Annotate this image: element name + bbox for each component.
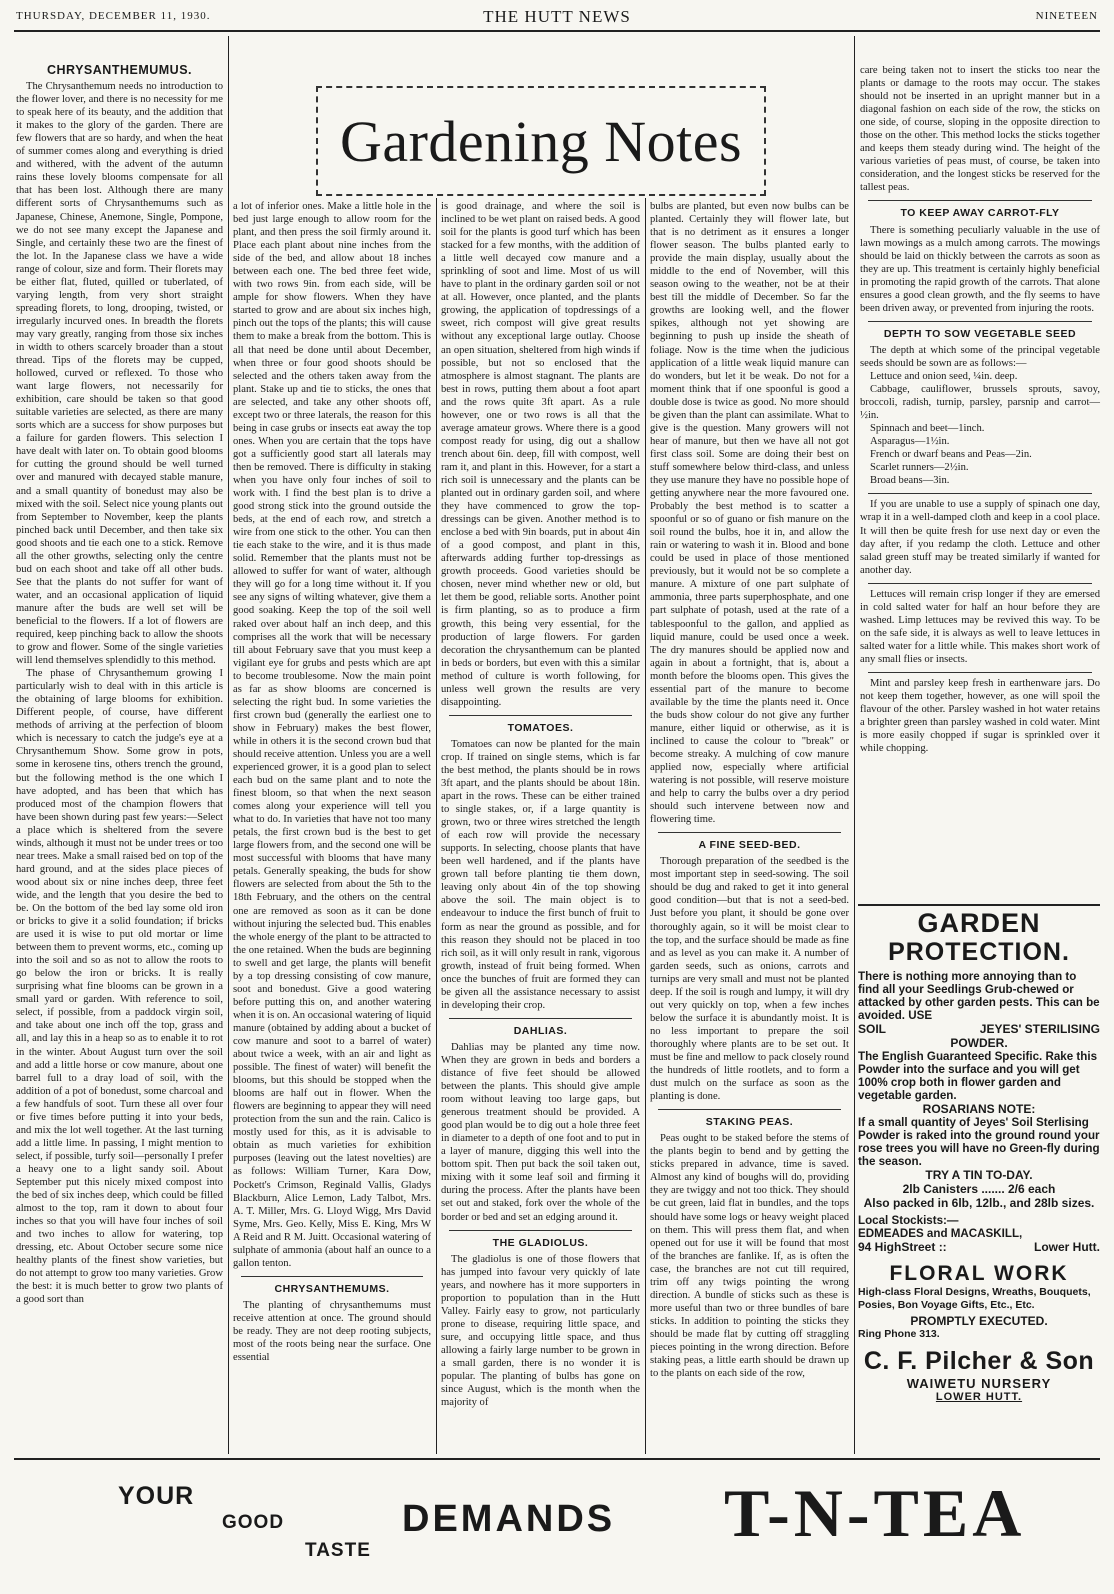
article-paragraph: Peas ought to be staked before the stems of the plants begin to bend and by getting the sticks prepared in advance, time is saved. Almost any kind of boughs will do, providing they are twiggy and not too thick. They should be cut green, laid flat in bundles, and the tops should have some logs or heavy weight placed on them. This will press them flat, and when opened out for use it will be found that most of the branches are fanlike. If, as is often the case, the branches are not cut till required, trim off any twigs pointing the wrong direction. A bundle of sticks such as these is more useful than two or three bundles of bare sticks. In addition to pointing the sticks they should be made flat by cutting off straggling pieces pointing in the wrong direction. Before staking peas, a little earth should be drawn up to the plants on each side of the row,: [650, 1133, 849, 1380]
article-paragraph: If you are unable to use a supply of spinach one day, wrap it in a well-damped cloth and keep in a cool place. It will then be quite fresh for use next day or even the day after, if you redamp the cloth. Lettuce and other salad green stuff may be treated similarly if wanted for another day.: [860, 499, 1100, 576]
column-5: [860, 64, 1100, 906]
column-rule: [228, 36, 229, 1454]
ad-nursery-name: WAIWETU NURSERY: [906, 1375, 1052, 1391]
ad-product-brand: JEYES' STERILISING: [979, 1022, 1100, 1036]
article-paragraph: a lot of inferior ones. Make a little hole in the bed just large enough to allow room for the plant, and then press the soil firmly around it. Place each plant about nine inches from the side of the bed, and allow about 18 inches between each one. The bed three feet wide, with two rows 9in. from each side, will be ample for show flowers. When they have started to grow and are about six inches high, pinch out the tops of the plants; this will cause them to make a break from the bottom. This is all that need be done until about December, when three or four good shoots should be selected and the others taken away from the plant. Stake up and tie to sticks, the ones that are selected, and take any other shoots off, except two or three laterals, the reason for this being in case grubs or insects eat away the top ones. When you are certain that the tops have got a sufficiently good start all laterals may then be removed. There is difficulty in staking when you have only four inches of soil to work with. I find the best plan is to drive a good strong stick into the ground outside the beds, at the end of each row, and stretch a wire from one stick to the other. You can then tie each stake to the wire, and it is thus made solid. Remember that the plants must not be allowed to suffer for want of water, although they will go for a long time without it. If you see any signs of wilting whatever, give them a good soaking. Keep the top of the soil well raked over about half an inch deep, and this comprises all the work that will be necessary till about February save that you must keep a vigilant eye for grubs and pests which are apt to become troublesome. Now the main point as far as show blooms are concerned is selecting the right bud. In some varieties the first crown bud (generally the earliest one to show in February) makes the best flower, while in others it is the second crown bud that should receive attention. Unless you are a well experienced grower, it is a good plan to select each bud on the same plant and to note the finest bloom, so that when the next season comes along your experience will tell you what to do. In varieties that have not too many petals, the first crown bud is the best to get large flowers from, and the second one will be most successful with blooms that have many petals. Generally speaking, the buds for show flowers are selected from about the 5th to the 18th February, and the others on the central one are removed as soon as it can be done without injuring the selected bud. This enables the whole energy of the plant to be attracted to the one retained. When the buds are beginning to swell and get large, the plants will benefit by a top dressing consisting of cow manure, soot and bonedust. Give a good watering before putting this on, and another watering when it is on. An occasional watering of liquid manure (obtained by adding about a bucket of cow manure and soot to a barrel of water) about twice a week, with an air and light as possible. The finest of water) will benefit the blooms, but this should be stopped when the blooms are half out in flower. When the flowers are beginning to appear they will need protection from the sun and the rain. Calico is mostly used for this, as it is advisable to obtain as much varieties for exhibition purposes (leaving out the latest novelties) are as follows: William Turner, Kara Dow, Pockett's Crimson, Reginald Vallis, Gladys Blackburn, Alice Lemon, Lady Talbot, Mrs. A. T. Miller, Mrs. G. Lloyd Wigg, Mrs David Syme, Mrs. Geo. Kelly, Miss E. King, Mrs W A Reid and R M. Juitt. Occasional watering of sulphate of ammonia (about half an ounce to a gallon tenton.: [233, 201, 432, 1269]
article-heading-dahlias: DAHLIAS.: [513, 1024, 568, 1037]
banner-demands: DEMANDS: [402, 1498, 616, 1540]
list-item: Broad beans—3in.: [870, 475, 950, 487]
section-divider: [868, 672, 1092, 673]
ad-stockists-label: Local Stockists:—: [858, 1214, 959, 1227]
banner-good: GOOD: [222, 1512, 285, 1533]
ad-text: If a small quantity of Jeyes' Soil Sterlising Powder is raked into the ground round your rose trees you will have no Green-fly during the season.: [858, 1116, 1100, 1168]
ad-floral-text: High-class Floral Designs, Wreaths, Bouquets, Posies, Bon Voyage Gifts, Etc., Etc.: [858, 1286, 1091, 1311]
ad-nursery-location: LOWER HUTT.: [935, 1390, 1023, 1403]
article-paragraph: care being taken not to insert the sticks too near the plants or damage to the roots may occur. The stakes should not be inserted in an upright manner but in a diagonal fashion on each side of the row, the sticks on one side, of course, sloping in the opposite direction to those on the other. This method locks the sticks together and keeps them steady during wind. The height of the various varieties of peas must, of course, be taken into consideration, and the longest sticks be reserved for the tallest peas.: [860, 65, 1100, 194]
ad-top-rule: [858, 904, 1100, 906]
ad-rosarians-heading: ROSARIANS NOTE:: [922, 1102, 1036, 1116]
ad-floral-work-heading: FLORAL WORK: [889, 1262, 1069, 1285]
list-item: French or dwarf beans and Peas—2in.: [870, 449, 1032, 461]
banner-taste: TASTE: [305, 1540, 371, 1561]
masthead-date: THURSDAY, DECEMBER 11, 1930.: [16, 10, 211, 22]
ad-try-tin: TRY A TIN TO-DAY.: [925, 1168, 1033, 1182]
section-divider: [868, 583, 1092, 584]
column-2: [233, 200, 431, 1456]
article-heading-tomatoes: TOMATOES.: [507, 721, 574, 734]
section-divider: [658, 1109, 841, 1110]
masthead: [14, 7, 1100, 28]
article-paragraph: Mint and parsley keep fresh in earthenware jars. Do not keep them together, however, as one will spoil the flavour of the other. Parsley washed in hot water retains a brighter green than parsley washed in cold water. Mint is more easily chopped if sugar is sprinkled over it while chopping.: [860, 677, 1100, 755]
article-heading-seed-bed: A FINE SEED-BED.: [698, 839, 801, 852]
garden-protection-advertisement: [858, 908, 1100, 1403]
ad-stockist-name: EDMEADES and MACASKILL,: [858, 1227, 1023, 1240]
ad-text: The English Guaranteed Specific. Rake this Powder into the surface and you will get 100% crop both in flower garden and vegetable garden.: [858, 1050, 1098, 1102]
ad-stockist-street: 94 HighStreet ::: [858, 1240, 947, 1254]
ad-packed-sizes: Also packed in 6lb, 12lb., and 28lb sizes.: [863, 1196, 1095, 1210]
section-divider: [658, 832, 841, 833]
article-paragraph: Lettuces will remain crisp longer if they are emersed in cold salted water for half an hour before they are washed. Limp lettuces may be revived this way. To be on the safe side, it is always as well to leave lettuces in salted water for a little while. This makes short work of any small flies or insects.: [860, 588, 1100, 665]
section-divider: [449, 1018, 632, 1019]
article-heading-staking-peas: STAKING PEAS.: [705, 1116, 794, 1129]
article-paragraph: bulbs are planted, but even now bulbs can be planted. Certainly they will flower late, but that is no detriment as it ensures a longer flower season. The bulbs planted early to provide the main display, usually about the middle to the end of November, will this season owing to the weather, not be at their best till the middle of December. So far the growths are looking well, and the flower spikes, although not yet showing are beginning to push up inside the sheath of foliage. Now is the time when the judicious application of a little weak liquid manure can do wonders, but let it be weak. Do not for a moment think that if one spoonful is good a double dose is twice as good. No more should be given than the plant can assimilate. What to give is the question. Many growers will not hear of manure, but then we have all not got first class soil. Some are doing their best on stuff somewhere below third-class, and unless they use manure they have no possible hope of getting anywhere near the more favoured one. Probably the best method is to scatter a spoonful or so of guano or fish manure on the soil round the bulbs, hoe it in, and allow the rain or watering to wash it in. Blood and bone could be used in place of those mentioned previously, but it would not be so complete a manure. A mixture of one part sulphate of ammonia, three parts superphosphate, and one part sulphate of potash, used at the rate of a tablespoonful to the gallon, and applied as liquid manure, could be used once a week. The dry manures should be applied now and again in about a fortnight, that is, about a month before the blooms open. This gives the essential part of the manure to become available by the time the plants need it. Once the buds show colour do not give any further manure, either liquid or otherwise, as it is inclined to cause the colour to "break" or become streaky. A mulching of cow manure applied now, especially where artificial watering is not possible, will reserve moisture and help to carry the bulbs over a dry period should such intervene between now and flowering time.: [650, 201, 849, 826]
column-1: [16, 64, 223, 1456]
ad-canister-price: 2lb Canisters ....... 2/6 each: [902, 1182, 1056, 1196]
bottom-rule: [14, 1458, 1100, 1460]
ad-heading-protection: PROTECTION.: [888, 938, 1070, 966]
masthead-paper-name: THE HUTT NEWS: [483, 7, 631, 26]
article-paragraph: The gladiolus is one of those flowers that has jumped into favour very quickly of late years, and nowhere has it more supporters in proportion to population than in the Hutt Valley. Fairly easy to grow, not particularly prone to disease, requiring little space, and sure, and occupying little space, and thus allowing a fairly large number to be grown in a small garden, there is no wonder it is popular. The planting of bulbs has gone on since August, which is the month when the majority of: [441, 1253, 640, 1409]
ad-stockist-town: Lower Hutt.: [1034, 1240, 1100, 1254]
ad-product-soil: SOIL: [858, 1022, 887, 1036]
gardening-notes-title-box: [316, 86, 766, 196]
column-rule: [645, 198, 646, 1454]
banner-your: YOUR: [118, 1482, 195, 1510]
article-paragraph: Thorough preparation of the seedbed is the most important step in seed-sowing. The soil should be dug and raked to get it into general good condition—but that is not a seed-bed. Just before you plant, it should be gone over thoroughly again, so it will be moist clear to the top, and the surface should be made as fine and as level as you can make it. A number of garden seeds, such as onions, carrots and turnips are very small and must not be planted deep. If the soil is rough and lumpy, it will dry out very quickly on top, when a few inches below the surface it is abundantly moist. It is no less important to prepare the soil thoroughly where plants are to be set out. It must be fine and mellow to pack closely round the hundreds of little rootlets, and to form a dust mulch on the surface as soon as the planting is done.: [650, 856, 849, 1103]
ad-business-name: C. F. Pilcher & Son: [863, 1346, 1095, 1375]
column-3: [441, 200, 640, 1456]
section-divider: [868, 321, 1092, 322]
article-paragraph: The phase of Chrysanthemum growing I particularly wish to deal with in this article is the obtaining of large blooms for exhibition. Different people, of course, have different methods of arriving at the perfection of bloom which is necessary to catch the judge's eye at a Chrysanthemum Show. Some grow in pots, some in kerosene tins, others trench the ground, but the following method is the one which I have adopted, and has been that which has produced most of the champion flowers that have been shown during past few years:—Select a place which is sheltered from the severe winds, although it must not be under trees or too near trees. Make a small raised bed on top of the hard ground, and at the sides place pieces of wood about six or nine inches deep, three feet wide, and the length that you desire the bed to be. On the bottom of the bed lay some old iron or bricks to give it a solid foundation; if bricks are used it is wise to put old mortar or lime between them to prevent worms, etc., coming up into the soil and so as not to allow the roots to go below the iron or bricks. It is really surprising what fine blooms can be grown in a small yard or garden. With reference to soil, select, if possible, from a paddock virgin soil, and take about one inch off the top, grass and all, and lay this in a heap so as to enable it to rot in the winter. About August turn over the soil and add a little horse or cow manure, about one barrel full to a dray load of soil, with the addition of a pot of bonedust, some charcoal and a few handfuls of soot. Turn these all over four or five times before putting it into your beds, and mix the lot well together. At the last turning add a little lime. In passing, I might mention to select, if possible, turfy soil—personally I prefer a heavy one to a light sandy soil. About September put this nicely mixed compost into the bed of six inches deep, which could be filled almost to the top, ram it down to about four inches so that you will have four inches of soil and two inches to allow for watering, top dressing, etc. About October secure some nice healthy plants of the finest show varieties, but do not attempt to grow too many varieties. Grow the best: it is much better to grow two plants of a good sort than: [16, 668, 223, 1306]
list-item: Spinnach and beet—1inch.: [870, 423, 985, 435]
section-divider: [449, 715, 632, 716]
article-paragraph: The planting of chrysanthemums must receive attention at once. The ground should be ready. They are not deep rooting subjects, most of the roots being near the surface. One essential: [233, 1299, 431, 1364]
banner-brand: T-N-TEA: [724, 1475, 1026, 1551]
ad-stockist-address: [858, 1240, 1100, 1254]
article-heading-chrysanthemums: CHRYSANTHEMUMUS.: [46, 63, 193, 77]
article-paragraph: There is something peculiarly valuable in the use of lawn mowings as a mulch among carrots. The mowings should be laid on thickly between the carrots as soon as they are up. This treatment is certainly highly beneficial in promoting the rapid growth of the carrots. That alone ensures a good clean growth, and the fly seems to have been driven away, or prevented from injuring the roots.: [860, 224, 1100, 314]
ad-promptly-executed: PROMPTLY EXECUTED.: [910, 1314, 1048, 1328]
article-paragraph: is good drainage, and where the soil is inclined to be wet plant on raised beds. A good soil for the plants is good turf which has been stacked for a few months, with the addition of a little well decayed cow manure and a sprinkling of soot and lime. Most of us will have to plant in the ordinary garden soil or not at all. However, once planted, and the plants growing, the application of topdressings of a sweet, rich compost will give great results without any exceptional large outlay. Choose an open situation, sheltered from high winds if possible, but not so enclosed that the atmosphere is almost stagnant. The plants are best in rows, putting them about a foot apart and the rows quite 3ft apart. As a rule however, one or two rows is all that the average amateur grows. Where there is a good compost ready for using, dig out a shallow trench about 6in. deep, fill with compost, well ram it, and plant in this. However, for a start a rich soil is unnecessary and the plants can be planted out in ordinary garden soil, and where they have commenced to grow the top-dressings can be given. Another method is to enclose a bed with 9in boards, put in about 4in of a good compost, and plant in this, afterwards adding further top-dressings as growth proceeds. Good varieties should be chosen, never mind whether new or old, but let them be good, reliable sorts. Another point is firm planting, so as to produce a firm growth, this being very essential, for the production of large flowers. For garden decoration the chrysanthemum can be planted in beds or borders, but even with this a similar method of culture is worth following, for unless well grown the results are very disappointing.: [441, 201, 640, 708]
ad-product-line: [858, 1022, 1100, 1036]
list-item: Lettuce and onion seed, ¼in. deep.: [870, 370, 1018, 382]
article-heading-depth-to-sow: DEPTH TO SOW VEGETABLE SEED: [883, 327, 1077, 340]
column-rule: [854, 36, 855, 1454]
section-divider: [868, 200, 1092, 201]
article-paragraph: The Chrysanthemum needs no introduction to the flower lover, and there is no necessity for me to speak here of its beauty, and the addition that it makes to the glory of the garden. There are few flowers that are so hardy, and when the heat of summer comes along and everything is dried and withered, with the advent of the autumn rains these lovely blooms compensate for all that has been lost. Although there are many different sorts of Chrysanthemums such as Japanese, Chinese, Anemone, Single, Pompone, we do not see many except the Japanese and Single, and certainly these two are the finest of the lot. In the Japanese class we have a wide range of colour, size and form. Their florets may be either flat, fluted, quilled or tuberlated, of varying length, from very short straight spreading florets, to long, drooping, twisted, or irregularly incurved ones. In breadth the florets may vary greatly, ranging from those six inches in width to others scarcely broader than a stout thread. Tips of the florets may be cupped, hollowed, curved or reflexed. To those who want large flowers, not necessarily for exhibition, care should be taken so that good suitable varieties are selected, as there are many sorts which are a success for show purposes but a failure for garden flowers. This selection I have dealt with later on. To obtain good blooms for cutting the ground should be well turned over and manured with decayed stable manure, and a small quantity of bonedust may also be mixed with the soil. Select nice young plants out from September to November, keep the plants pinched back until December, and then take six good shoots and tie each one to a stick. Remove all the other growths, selecting only the centre bud on each shoot and take off all other buds. See that the plants do not suffer for want of water, and an occasional application of liquid manure after the buds are well set will be beneficial to the flowers. If a lot of flowers are required, keep pinching back to allow the shoots to grow and flower. Some of the single varieties will lend themselves splendidly to this method.: [16, 81, 223, 667]
ad-phone: Ring Phone 313.: [858, 1328, 940, 1340]
article-heading-chrysanthemums-2: CHRYSANTHEMUMS.: [274, 1282, 390, 1295]
ad-text: There is nothing more annoying than to find all your Seedlings Grub-chewed or attacked by other garden pests. This can be avoided. USE: [858, 970, 1100, 1022]
article-paragraph: Tomatoes can now be planted for the main crop. If trained on single stems, which is far the best method, the plants should be in rows 3ft apart, and the plants should be about 18in. apart in the rows. These can be either trained to single stakes, or, if a large quantity is grown, two or three wires stretched the length of each row will provide the necessary supports. In selecting, choose plants that have been well hardened, and if the plants have grown tall before planting tie them down, leaving only about 4in of the top showing above the soil. The main object is to endeavour to induce the first bunch of fruit to form as near the ground as possible, and for this reason they should not be placed in too rich soil, as it will only result in rank, vigorous growth, instead of fruit being formed. When once the bunches of fruit are formed they can be given all the assistance necessary to assist in developing their crop.: [441, 738, 640, 1011]
article-heading-carrot-fly: TO KEEP AWAY CARROT-FLY: [900, 207, 1060, 220]
masthead-rule: [14, 30, 1100, 32]
ad-heading-garden: GARDEN: [917, 908, 1041, 938]
section-divider: [241, 1276, 423, 1277]
column-rule: [436, 198, 437, 1454]
section-divider: [449, 1230, 632, 1231]
list-item: Cabbage, cauliflower, brussels sprouts, savoy, broccoli, radish, turnip, parsley, parsnip and carrot—½in.: [860, 384, 1100, 422]
article-paragraph: The depth at which some of the principal vegetable seeds should be sown are as follows:—: [860, 344, 1100, 369]
masthead-page-number: NINETEEN: [1035, 10, 1098, 22]
section-divider: [868, 493, 1092, 494]
tea-advertisement-banner: [0, 1462, 1114, 1572]
page-title: Gardening Notes: [339, 108, 743, 174]
list-item: Asparagus—1½in.: [870, 436, 950, 448]
column-4: [650, 200, 849, 1456]
list-item: Scarlet runners—2½in.: [870, 462, 969, 474]
ad-product-powder: POWDER.: [950, 1036, 1008, 1050]
article-paragraph: Dahlias may be planted any time now. When they are grown in beds and borders a distance of five feet should be allowed between the plants. This should give ample room without leaving too large gaps, but generous treatment should be provided. A good plan would be to dig out a hole three feet in diameter to a depth of one foot and to put in a layer of manure, digging this well into the bottom spit. Then put back the soil taken out, mixing with it some leaf soil and firming it during the process. After the plants have been set out and staked, fork over the whole of the border or bed and set an edging around it.: [441, 1041, 640, 1223]
article-heading-gladiolus: THE GLADIOLUS.: [492, 1236, 589, 1249]
